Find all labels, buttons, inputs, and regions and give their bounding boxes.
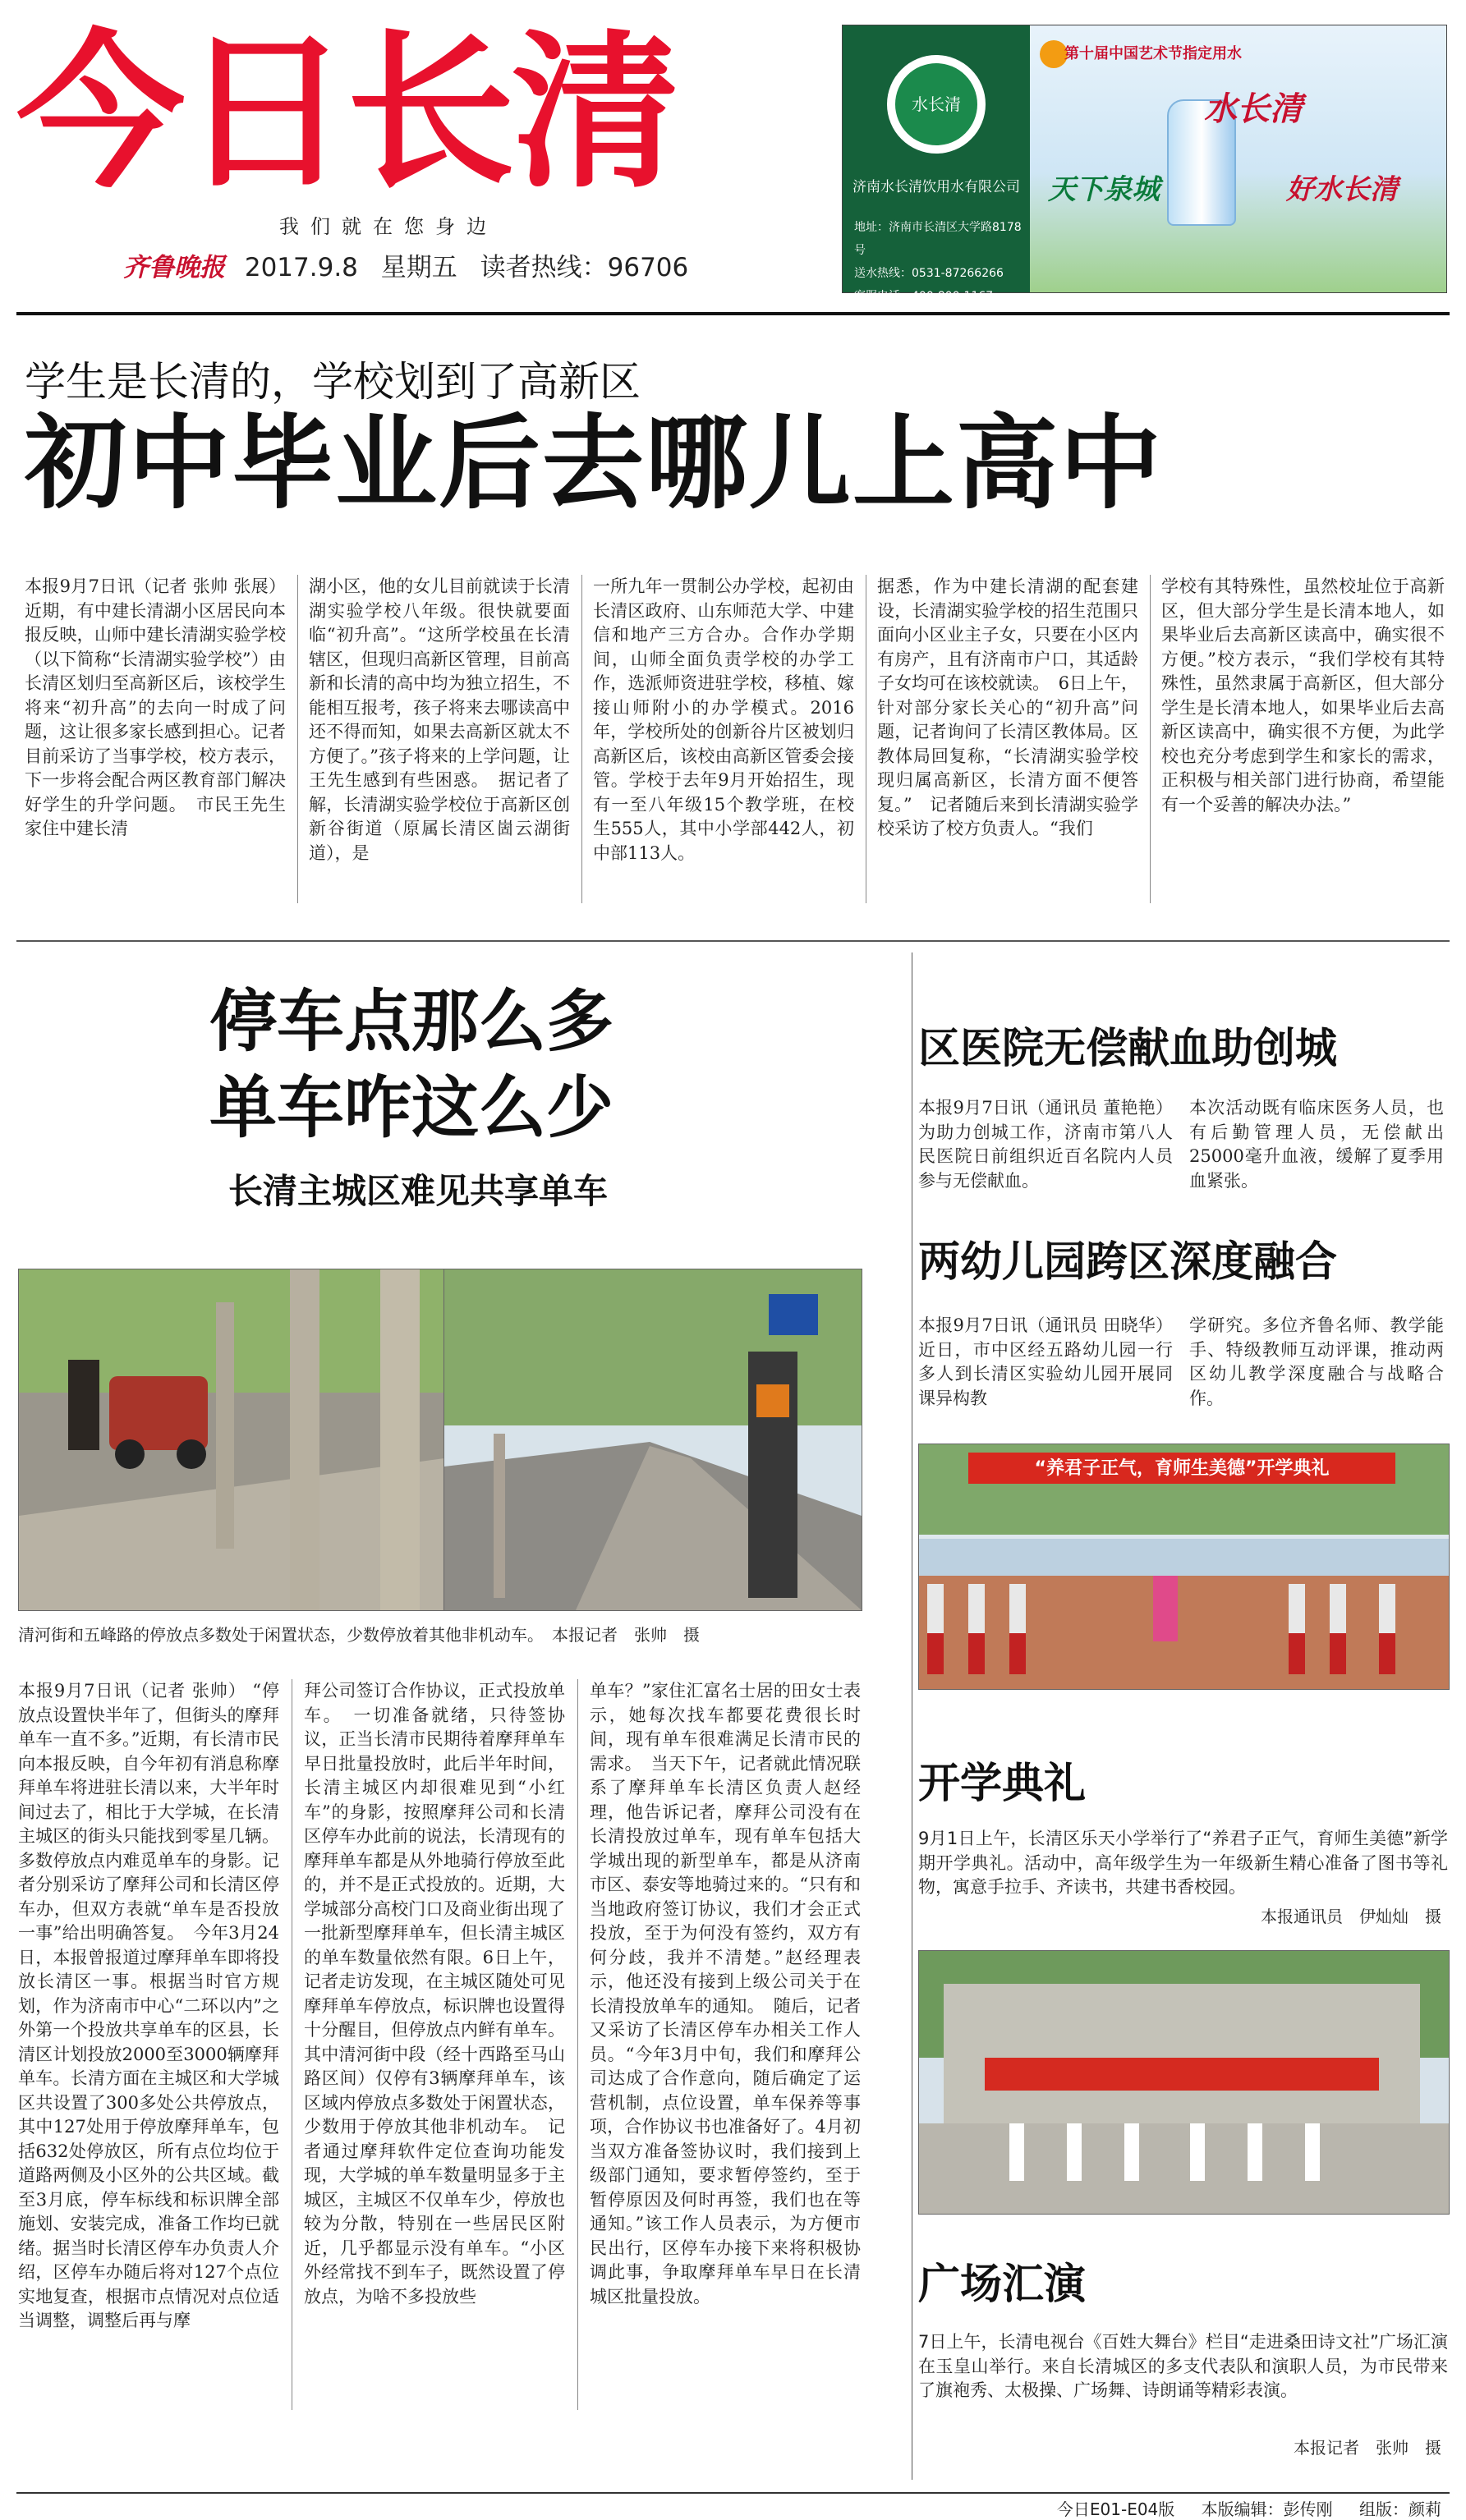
reader-hotline: 读者热线：96706 xyxy=(480,253,689,282)
festival-emblem-icon xyxy=(1040,40,1068,68)
column-divider xyxy=(1150,575,1151,903)
ad-service-line: 客服电话：400-800-1167 xyxy=(854,290,994,303)
square-performance-photo xyxy=(918,1950,1450,2215)
masthead-info xyxy=(123,246,703,283)
square-credit: 本报记者 张帅 摄 xyxy=(1294,2438,1441,2458)
ad-festival-text: 第十届中国艺术节指定用水 xyxy=(1064,45,1242,62)
lead-column-5: 学校有其特殊性，虽然校址位于高新区，但大部分学生是长清本地人，如果毕业后去高新区读高中，确实很不方便。”校方表示，“我们学校有其特殊性，虽然隶属于高新区，但大部分学生是长清本地人，如果毕业后去高新区读高中，确实很不方便，为此学校也充分考虑到学生和家长的需求，正积极与相关部门进行协商，希望能有一个妥善的解决办法。” xyxy=(1161,576,1445,815)
parking-photo-left xyxy=(18,1269,445,1611)
footer-divider xyxy=(16,2492,1450,2494)
masthead-tagline: 我们就在您身边 xyxy=(279,215,498,238)
ad-address: 地址：济南市长清区大学路8178号 xyxy=(854,221,1022,257)
parking-subhead: 长清主城区难见共享单车 xyxy=(228,1171,609,1211)
kindergarten-column-2: 学研究。多位齐鲁名师、教学能手、特级教师互动评课，推动两区幼儿教学深度融合与战略合作。 xyxy=(1189,1315,1444,1408)
column-divider xyxy=(581,575,582,903)
parking-column-1: 本报9月7日讯（记者 张帅） “停放点设置快半年了，但街头的摩拜单车一直不多。”近期，有长清市民向本报反映，自今年初有消息称摩拜单车将进驻长清以来，大半年时间过去了，相比于大学城，在长清主城区的街头只能找到零星几辆。多数停放点内难觅单车的身影。记者分别采访了摩拜公司和长清区停车办，但双方表就“单车是否投放一事”给出明确答复。 今年3月24日，本报曾报道过摩拜单车即将投放长清区一事。根据当时官方规划，作为济南市中心“二环以内”之外第一个投放共享单车的区县，长清区计划投放2000至3000辆摩拜单车。长清方面在主城区和大学城区共设置了300多处公共停放点，其中127处用于停放摩拜单车，包括632处停放区，所有点位均位于道路两侧及小区外的公共区域。截至3月底，停车标线和标识牌全部施划、安装完成，准备工作均已就绪。据当时长清区停车办负责人介绍，区停车办随后将对127个点位实地复查，根据市点情况对点位适当调整，调整后再与摩 xyxy=(18,1681,279,2330)
footer-layout: 组版：颜莉 xyxy=(1359,2499,1441,2519)
lead-headline: 初中毕业后去哪儿上高中 xyxy=(25,405,1164,523)
opening-ceremony-photo xyxy=(918,1444,1450,1690)
ad-slogan-left: 天下泉城 xyxy=(1048,173,1160,206)
opening-headline: 开学典礼 xyxy=(918,1760,1087,1808)
square-headline: 广场汇演 xyxy=(918,2261,1087,2309)
parking-headline-line1: 停车点那么多 xyxy=(209,983,614,1061)
lead-column-4: 据悉，作为中建长清湖的配套建设，长清湖实验学校的招生范围只面向小区业主子女，只要在小区内有房产，且有济南市户口，其适龄子女均可在该校就读。 6日上午，针对部分家长关心的“初升高”问题，记者询问了长清区教体局。区教体局回复称，“长清湖实验学校现归属高新区，长清方面不便答复。” 记者随后来到长清湖实验学校采访了校方负责人。“我们 xyxy=(877,576,1138,838)
ad-slogan-right: 好水长清 xyxy=(1286,173,1398,206)
parking-column-3: 单车？”家住汇富名士居的田女士表示，她每次找车都要花费很长时间，现有单车很难满足长清市民的需求。 当天下午，记者就此情况联系了摩拜单车长清区负责人赵经理，他告诉记者，摩拜公司没有在长清投放过单车，现有单车包括大学城出现的新型单车，都是从济南市区、泰安等地骑过来的。“只有和当地政府签订协议，我们才会正式投放，至于为何没有签约，双方有何分歧，我并不清楚。”赵经理表示，他还没有接到上级公司关于在长清投放单车的通知。 随后，记者又采访了长清区停车办相关工作人员。“今年3月中旬，我们和摩拜公司达成了合作意向，随后确定了运营机制，点位设置，单车保养等事项，合作协议书也准备好了。4月初当双方准备签协议时，我们接到上级部门通知，要求暂停签约，至于暂停原因及何时再签，我们也在等通知。”该工作人员表示，为方便市民出行，区停车办接下来将积极协调此事，争取摩拜单车早日在长清城区批量投放。 xyxy=(590,1681,861,2307)
hospital-column-1: 本报9月7日讯（通讯员 董艳艳） 为助力创城工作，济南市第八人民医院日前组织近百名院内人员参与无偿献血。 xyxy=(918,1098,1173,1191)
parking-photo-caption: 清河街和五峰路的停放点多数处于闲置状态，少数停放着其他非机动车。 本报记者 张帅 摄 xyxy=(18,1625,700,1645)
ad-order-line: 送水热线：0531-87266266 xyxy=(854,267,1004,280)
lead-column-3: 一所九年一贯制公办学校，起初由长清区政府、山东师范大学、中建信和地产三方合办。合作办学期间，山师全面负责学校的办学工作，选派师资进驻学校，移植、嫁接山师附小的办学模式。2016年，学校所处的创新谷片区被划归高新区后，该校由高新区管委会接管。学校于去年9月开始招生，现有一至八年级15个教学班，在校生555人，其中小学部442人，初中部113人。 xyxy=(593,576,854,863)
lead-column-2: 湖小区，他的女儿目前就读于长清湖实验学校八年级。很快就要面临“初升高”。“这所学校虽在长清辖区，但现归高新区管理，目前高新和长清的高中均为独立招生，不能相互报考，孩子将来去哪读高中还不得而知，如果去高新区就太不方便了。”孩子将来的上学问题，让王先生感到有些困惑。 据记者了解，长清湖实验学校位于高新区创新谷街道（原属长清区崮云湖街道），是 xyxy=(309,576,570,863)
footer-pages: 今日E01-E04版 xyxy=(1056,2499,1175,2519)
paper-name: 齐鲁晚报 xyxy=(123,253,225,282)
hospital-column-2: 本次活动既有临床医务人员，也有后勤管理人员，无偿献出25000毫升血液，缓解了夏季用血紧张。 xyxy=(1189,1098,1444,1191)
masthead-title: 今日长清 xyxy=(16,16,677,211)
hospital-headline: 区医院无偿献血助创城 xyxy=(918,1025,1338,1073)
kindergarten-headline: 两幼儿园跨区深度融合 xyxy=(918,1238,1338,1287)
square-text: 7日上午，长清电视台《百姓大舞台》栏目“走进桑田诗文社”广场汇演在玉皇山举行。来自长清城区的多支代表队和演职人员，为市民带来了旗袍秀、太极操、广场舞、诗朗诵等精彩表演。 xyxy=(918,2332,1448,2400)
lead-divider xyxy=(16,940,1450,942)
lead-column-1: 本报9月7日讯（记者 张帅 张展） 近期，有中建长清湖小区居民向本报反映，山师中建长清湖实验学校（以下简称“长清湖实验学校”）由长清区划归至高新区后，该校学生将来“初升高”的去向一时成了问题，这让很多家长感到担心。记者目前采访了当事学校，校方表示，下一步将会配合两区教育部门解决好学生的升学问题。 市民王先生家住中建长清 xyxy=(25,576,286,838)
lead-kicker: 学生是长清的，学校划到了高新区 xyxy=(25,358,641,406)
parking-column-2: 拜公司签订合作协议，正式投放单车。 一切准备就绪，只待签协议，正当长清市民期待着摩拜单车早日批量投放时，此后半年时间，长清主城区内却很难见到“小红车”的身影，按照摩拜公司和长清区停车办此前的说法，长清现有的摩拜单车都是从外地骑行停放至此的，并不是正式投放的。近期，大学城部分高校门口及商业街出现了一批新型摩拜单车，但长清主城区的单车数量依然有限。6日上午，记者走访发现，在主城区随处可见摩拜单车停放点，标识牌也设置得十分醒目，但停放点内鲜有单车。其中清河街中段（经十西路至马山路区间）仅停有3辆摩拜单车，该区域内停放点多数处于闲置状态，少数用于停放其他非机动车。 记者通过摩拜软件定位查询功能发现，大学城的单车数量明显多于主城区，主城区不仅单车少，停放也较为分散，特别在一些居民区附近，几乎都显示没有单车。“小区外经常找不到车子，既然设置了停放点，为啥不多投放些 xyxy=(304,1681,565,2307)
opening-credit: 本报通讯员 伊灿灿 摄 xyxy=(1261,1907,1441,1926)
parking-photo-right xyxy=(443,1269,862,1611)
column-divider xyxy=(297,575,298,903)
issue-weekday: 星期五 xyxy=(380,253,457,282)
page-footer xyxy=(1036,2496,1441,2520)
column-divider xyxy=(577,1679,578,2410)
issue-date: 2017.9.8 xyxy=(244,253,358,282)
opening-banner-text: “养君子正气，育师生美德”开学典礼 xyxy=(1034,1458,1330,1479)
footer-editor: 本版编辑：彭传刚 xyxy=(1201,2499,1333,2519)
masthead-divider xyxy=(16,312,1450,315)
ad-logo xyxy=(887,55,986,154)
ad-contact-info xyxy=(854,216,1027,308)
parking-headline-line2: 单车咋这么少 xyxy=(209,1069,614,1147)
opening-text: 9月1日上午，长清区乐天小学举行了“养君子正气，育师生美德”新学期开学典礼。活动中，高年级学生为一年级新生精心准备了图书等礼物，寓意手拉手、齐读书，共建书香校园。 xyxy=(918,1829,1448,1897)
kindergarten-column-1: 本报9月7日讯（通讯员 田晓华） 近日，市中区经五路幼儿园一行多人到长清区实验幼儿园开展同课异构教 xyxy=(918,1315,1173,1408)
ad-company-panel xyxy=(843,25,1030,303)
ad-brand: 水长清 xyxy=(1204,90,1303,128)
ad-logo-text: 水长清 xyxy=(895,63,977,145)
water-advertisement[interactable] xyxy=(842,25,1447,303)
ad-company-name: 济南水长清饮用水有限公司 xyxy=(852,179,1020,195)
